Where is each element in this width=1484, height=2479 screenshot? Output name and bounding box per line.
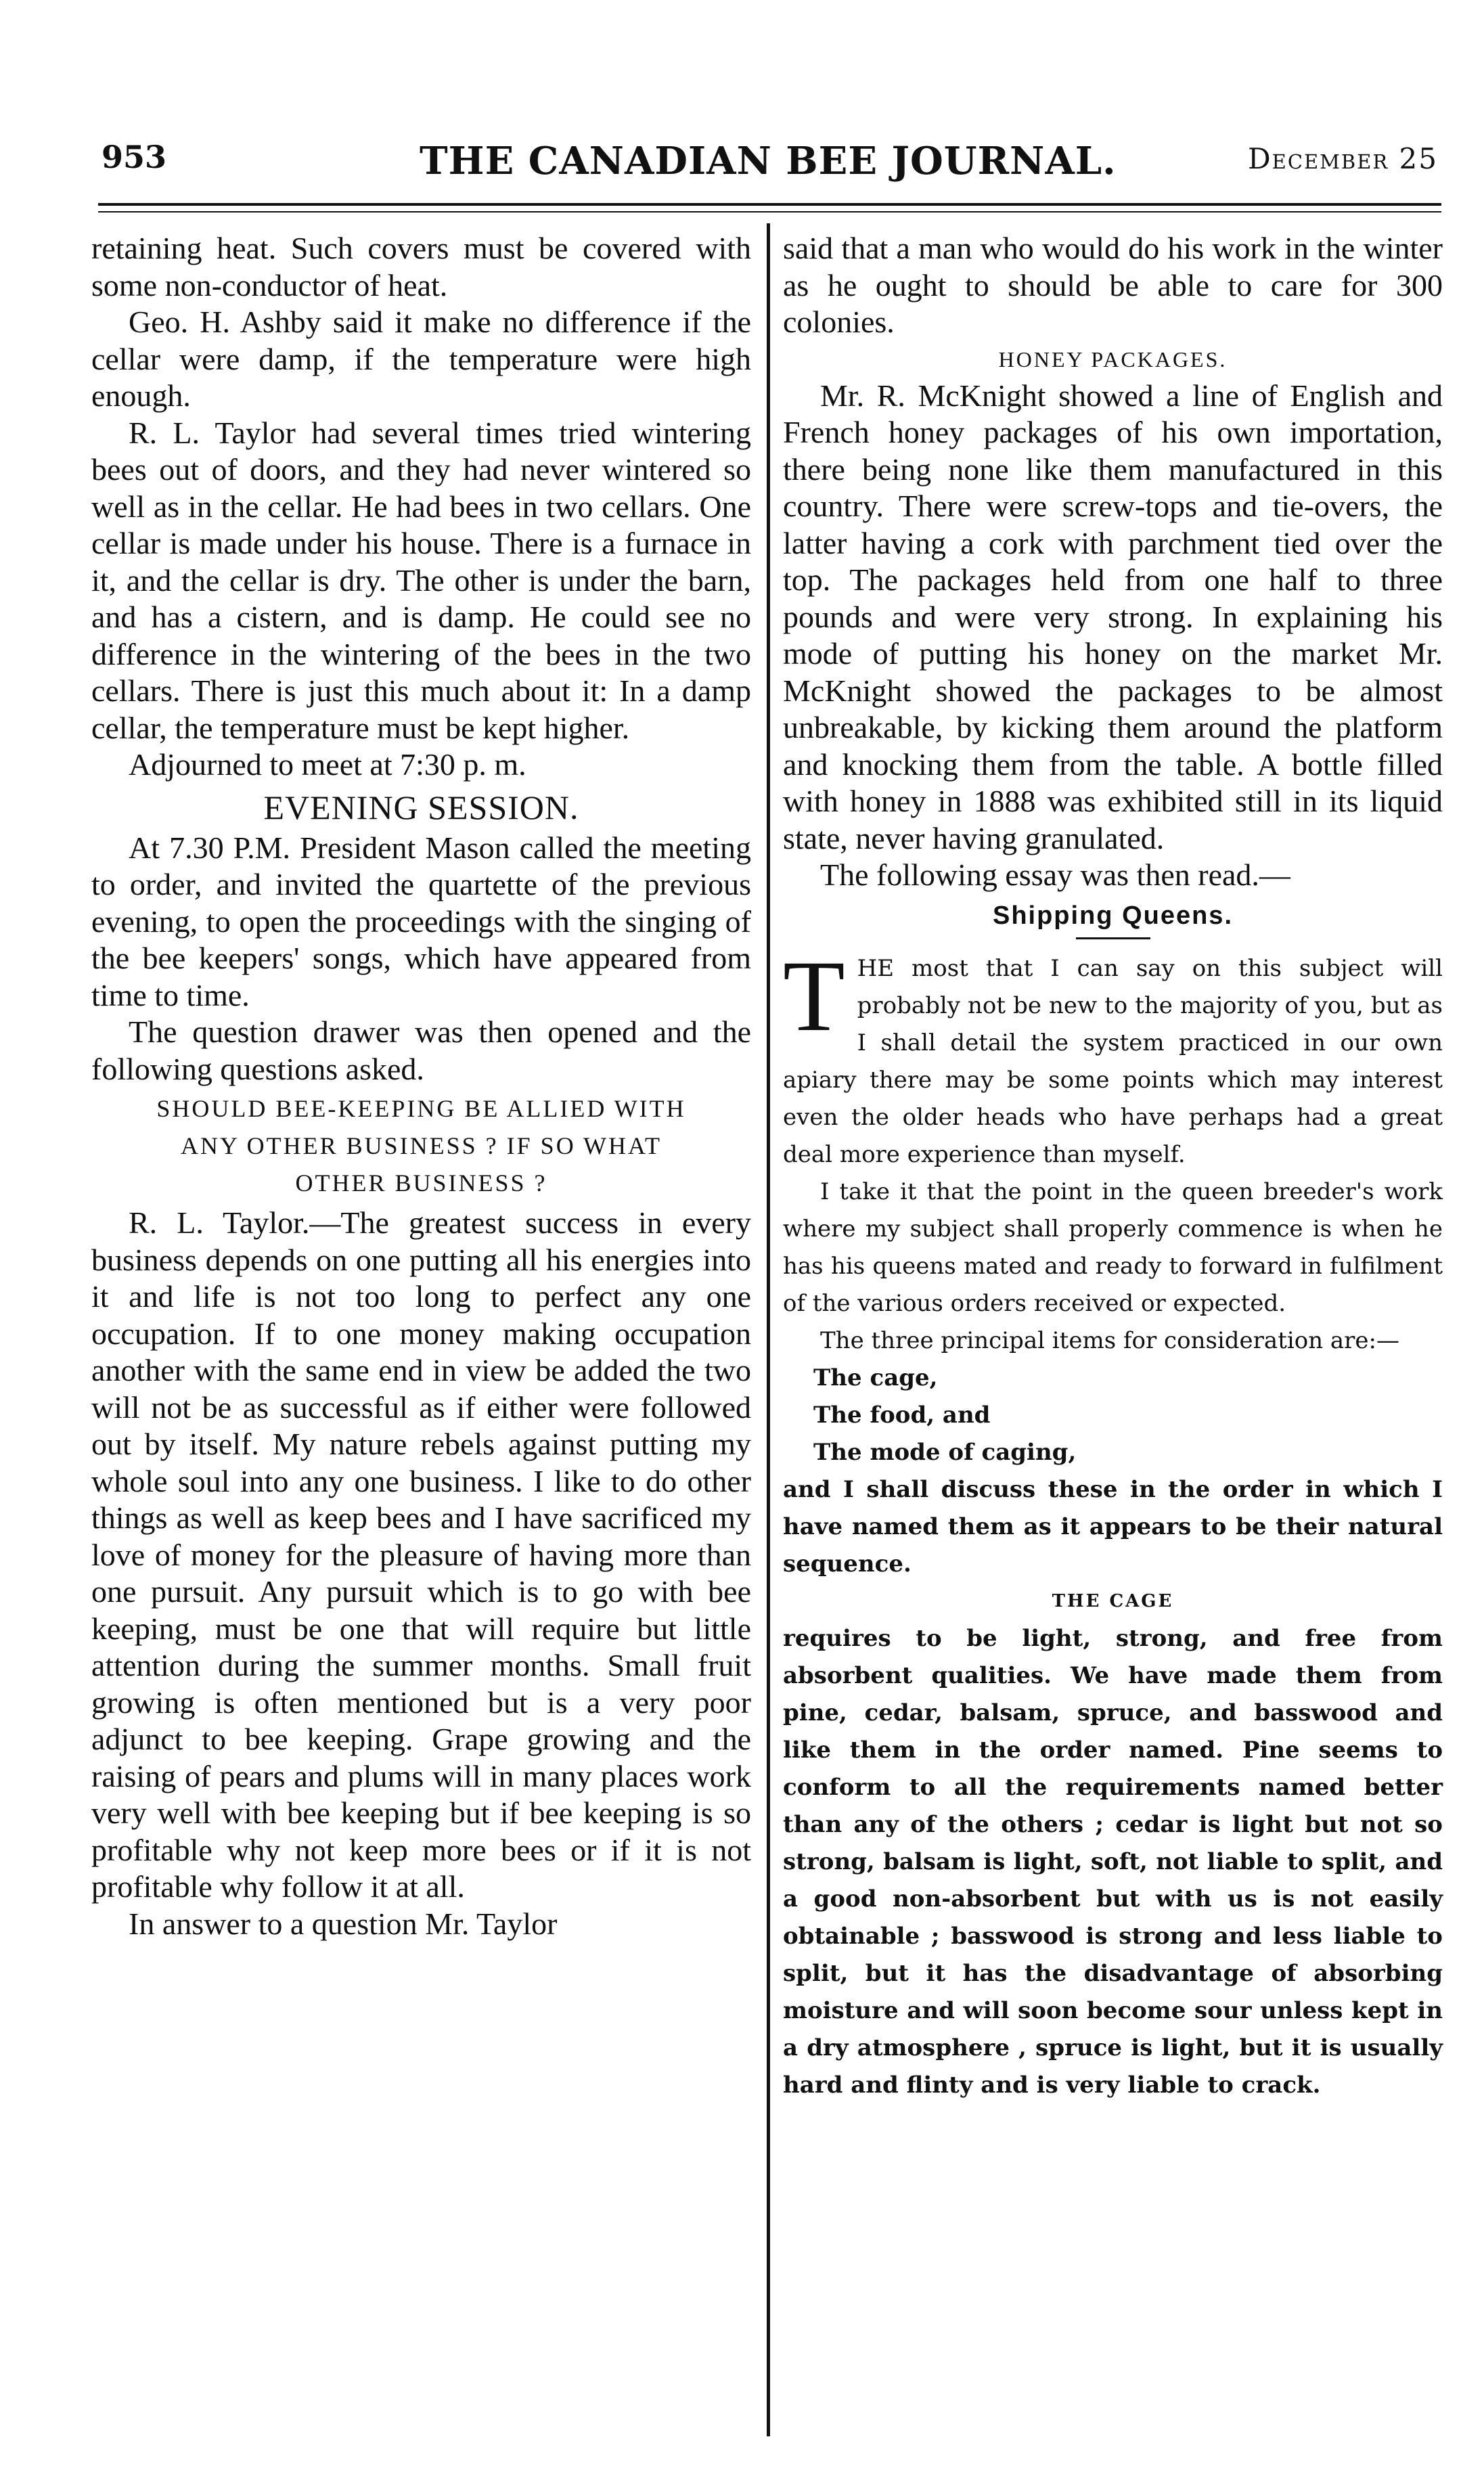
list-item: The food, and xyxy=(813,1401,991,1429)
essay-paragraph: and I shall discuss these in the order in which I have named them as it appears to be their natural sequence. xyxy=(783,1475,1443,1578)
header-rule-thin xyxy=(98,211,1441,213)
list-item: The mode of caging, xyxy=(813,1438,1077,1466)
list-item: The cage, xyxy=(813,1364,938,1391)
essay-paragraph: The three principal items for consideration are:— xyxy=(820,1326,1400,1354)
page-header xyxy=(102,139,1438,186)
issue-date: December 25 xyxy=(1247,142,1438,175)
paragraph: retaining heat. Such covers must be covered with some non-conductor of heat. xyxy=(91,231,751,303)
essay-title: Shipping Queens. xyxy=(992,901,1234,930)
essay-paragraph: requires to be light, strong, and free from absorbent qualities. We have made them from pine, cedar, balsam, spruce, and basswood and like them in the order named. Pine seems to conform to all the requirements named better than any of the others ; cedar is light but not so strong, balsam is light, soft, not liable to split, and a good non-absorbent but with us is not easily obtainable ; basswood is strong and less liable to split, but it has the disadvantage of absorbing moisture and will soon become sour unless kept in a dry atmosphere , spruce is light, but it is usually hard and flinty and is very liable to crack. xyxy=(783,1624,1443,2099)
page-number: 953 xyxy=(102,139,167,175)
paragraph: At 7.30 P.M. President Mason called the meeting to order, and invited the quartette of the previous evening, to open the proceedings with the singing of the bee keepers' songs, which have appeared from time to time. xyxy=(91,830,751,1012)
question-heading xyxy=(91,1090,751,1202)
question-line: SHOULD BEE-KEEPING BE ALLIED WITH xyxy=(156,1095,686,1122)
paragraph: said that a man who would do his work in the winter as he ought to should be able to care for 300 colonies. xyxy=(783,231,1443,339)
essay-text: HE most that I can say on this subject will probably not be new to the majority of you, but as I shall detail the system practiced in our own apiary there may be some points which may interest even the older heads who have perhaps had a great deal more experience than myself. xyxy=(783,954,1443,1168)
paragraph: In answer to a question Mr. Taylor xyxy=(129,1906,558,1941)
section-heading: EVENING SESSION. xyxy=(263,788,579,826)
header-rule xyxy=(98,203,1441,206)
right-column xyxy=(783,230,1443,2104)
essay-title-rule xyxy=(1076,937,1150,939)
section-heading: THE CAGE xyxy=(1052,1590,1174,1611)
question-line: OTHER BUSINESS ? xyxy=(295,1169,547,1197)
question-line: ANY OTHER BUSINESS ? IF SO WHAT xyxy=(180,1132,662,1159)
paragraph: R. L. Taylor had several times tried wintering bees out of doors, and they had never wintered so well as in the cellar. He had bees in two cellars. One cellar is made under his house. There is a furnace in it, and the cellar is dry. The other is under the barn, and has a cistern, and is damp. He could see no difference in the wintering of the bees in the two cellars. There is just this much about it: In a damp cellar, the temperature must be kept higher. xyxy=(91,415,751,745)
paragraph: Geo. H. Ashby said it make no difference if the cellar were damp, if the temperature were high enough. xyxy=(91,305,751,413)
paragraph: Adjourned to meet at 7:30 p. m. xyxy=(129,747,526,782)
paragraph: R. L. Taylor.—The greatest success in every business depends on one putting all his energies into it and life is not too long to perfect any one occupation. If to one money making occupation another with the same end in view be added the two will not be as successful as if either were followed out by itself. My nature rebels against putting my whole soul into any one business. I like to do other things as well as keep bees and I have sacrificed my love of money for the pleasure of having more than one pursuit. Any pursuit which is to go with bee keeping, must be one that will require but little attention during the summer months. Small fruit growing is often mentioned but is a very poor adjunct to bee keeping. Grape growing and the raising of pears and plums will in many places work very well with bee keeping but if bee keeping is so profitable why not keep more bees or if it is not profitable why follow it at all. xyxy=(91,1205,751,1904)
section-heading: HONEY PACKAGES. xyxy=(998,347,1228,372)
paragraph: The question drawer was then opened and the following questions asked. xyxy=(91,1014,751,1086)
essay-paragraph: I take it that the point in the queen breeder's work where my subject shall properly commence is when he has his queens mated and ready to forward in fulfilment of the various orders received or expected. xyxy=(783,1178,1443,1317)
paragraph: The following essay was then read.— xyxy=(820,857,1290,892)
journal-title: THE CANADIAN BEE JOURNAL. xyxy=(420,139,1117,183)
paragraph: Mr. R. McKnight showed a line of English and French honey packages of his own importation, there being none like them manufactured in this country. There were screw-tops and tie-overs, the latter having a cork with parchment tied over the top. The packages held from one half to three pounds and were very strong. In explaining his mode of putting his honey on the market Mr. McKnight showed the packages to be almost unbreakable, by kicking them around the platform and knocking them from the table. A bottle filled with honey in 1888 was exhibited still in its liquid state, never having granulated. xyxy=(783,378,1443,855)
column-divider xyxy=(767,223,770,2436)
drop-cap: T xyxy=(783,939,845,1052)
left-column xyxy=(91,230,751,1942)
essay-paragraph xyxy=(783,939,1443,1174)
